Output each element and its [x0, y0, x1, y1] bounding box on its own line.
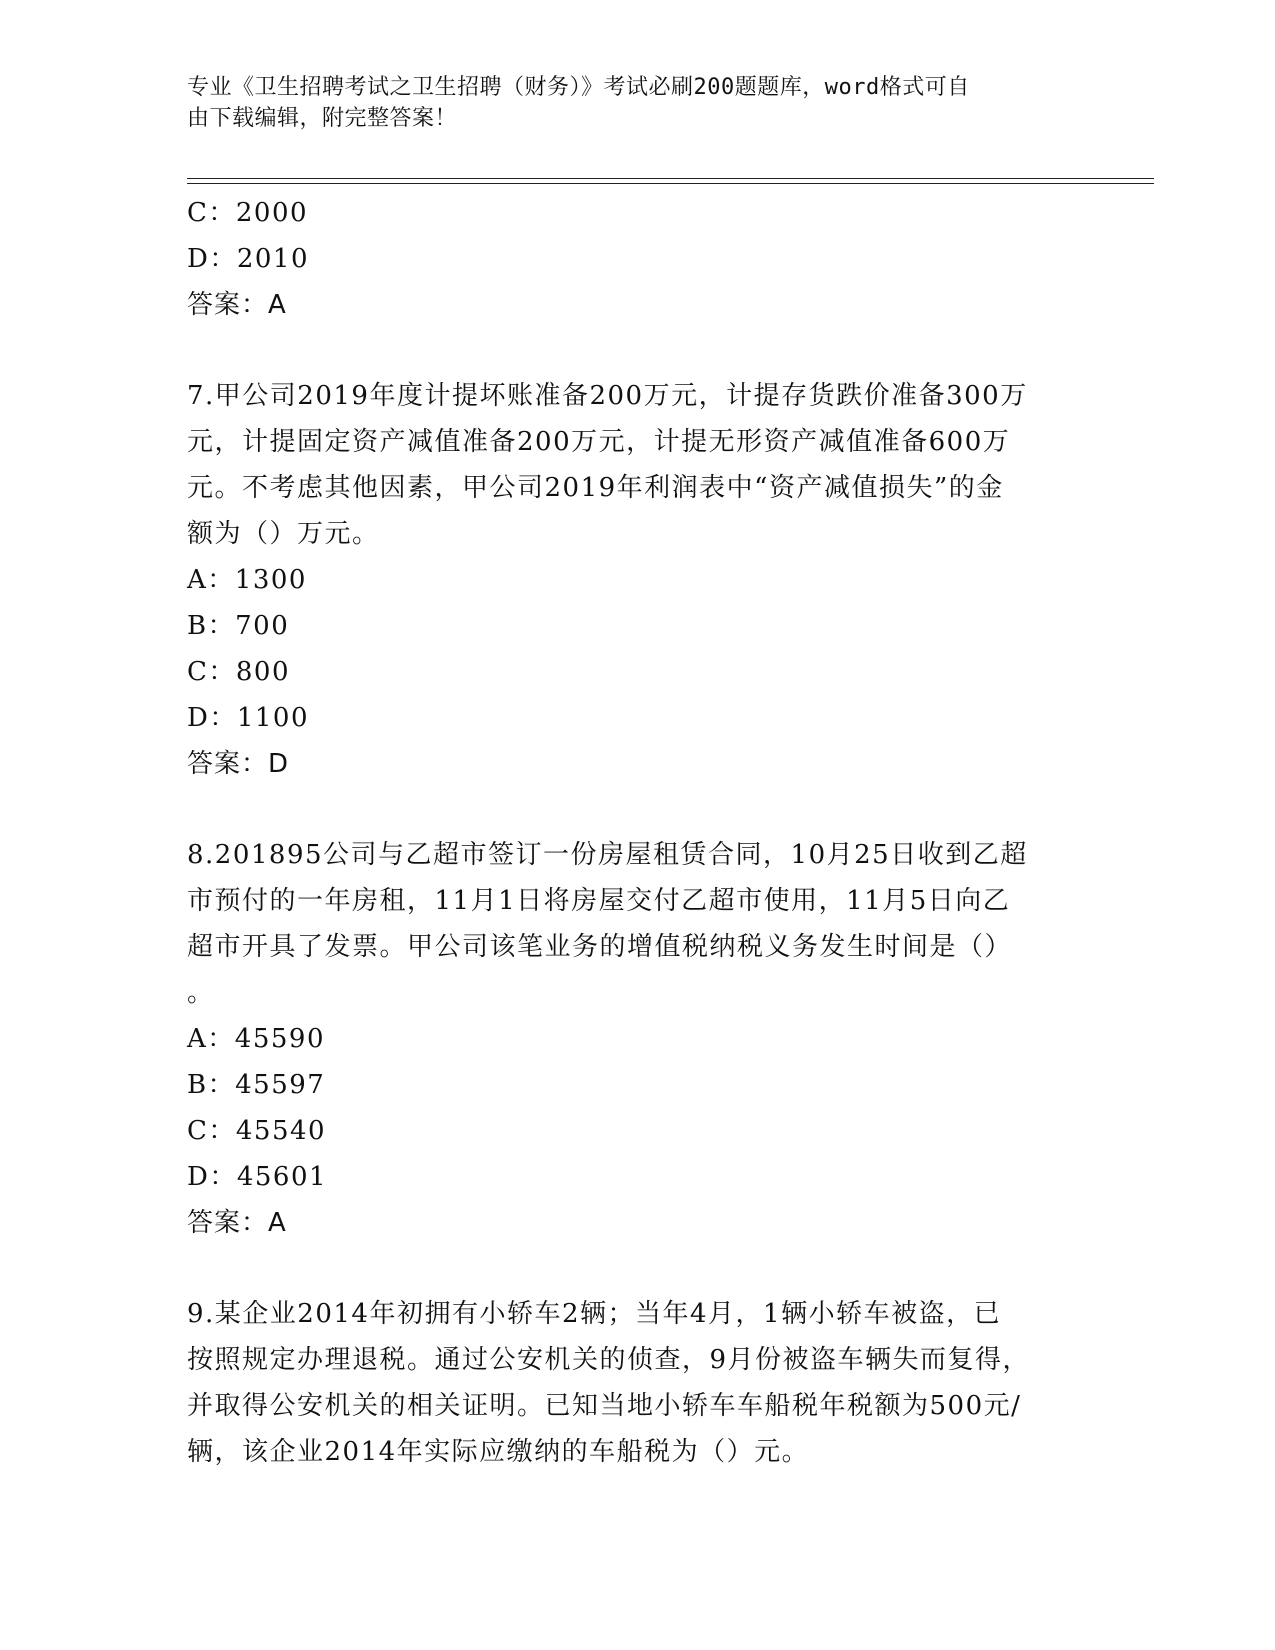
- answer-line: 答案：A: [187, 1208, 287, 1238]
- option-b: B：45597: [187, 1070, 326, 1100]
- document-body: [187, 190, 1077, 1475]
- question-9: [187, 1291, 1077, 1475]
- question-text-line: 元。不考虑其他因素，甲公司2019年利润表中“资产减值损失”的金: [187, 473, 1004, 503]
- question-text-line: 按照规定办理退税。通过公安机关的侦查，9月份被盗车辆失而复得，: [187, 1345, 1031, 1375]
- option-a: A：1300: [187, 565, 307, 595]
- question-7: [187, 373, 1077, 787]
- answer-line: 答案：D: [187, 749, 290, 779]
- spacer: [187, 787, 1077, 832]
- question-text-line: 超市开具了发票。甲公司该笔业务的增值税纳税义务发生时间是（）: [187, 932, 1013, 962]
- question-text-line: 额为（）万元。: [187, 519, 380, 549]
- option-a: A：45590: [187, 1024, 325, 1054]
- question-text-line: 元，计提固定资产减值准备200万元，计提无形资产减值准备600万: [187, 427, 1011, 457]
- header-line-2: 由下载编辑，附完整答案！: [187, 106, 458, 131]
- question-text-line: 。: [187, 978, 215, 1008]
- option-d: D：2010: [187, 244, 310, 274]
- option-c: C：800: [187, 657, 291, 687]
- question-text-line: 8.201895公司与乙超市签订一份房屋租赁合同，10月25日收到乙超: [187, 840, 1028, 870]
- question-text-line: 9.某企业2014年初拥有小轿车2辆；当年4月，1辆小轿车被盗，已: [187, 1299, 1002, 1329]
- option-d: D：1100: [187, 703, 310, 733]
- header-line-1: 专业《卫生招聘考试之卫生招聘（财务）》考试必刷200题题库，word格式可自: [187, 75, 970, 100]
- question-text-line: 辆，该企业2014年实际应缴纳的车船税为（）元。: [187, 1437, 810, 1467]
- page-header: [187, 72, 1067, 134]
- option-b: B：700: [187, 611, 290, 641]
- answer-line: 答案：A: [187, 290, 287, 320]
- question-6-tail: [187, 190, 1077, 328]
- option-c: C：45540: [187, 1116, 327, 1146]
- spacer: [187, 1246, 1077, 1291]
- question-text-line: 并取得公安机关的相关证明。已知当地小轿车车船税年税额为500元/: [187, 1391, 1022, 1421]
- question-text-line: 市预付的一年房租，11月1日将房屋交付乙超市使用，11月5日向乙: [187, 886, 1011, 916]
- question-text-line: 7.甲公司2019年度计提坏账准备200万元，计提存货跌价准备300万: [187, 381, 1028, 411]
- spacer: [187, 328, 1077, 373]
- option-c: C：2000: [187, 198, 309, 228]
- question-8: [187, 832, 1077, 1246]
- header-divider-bottom: [187, 183, 1154, 184]
- header-divider-top: [187, 178, 1154, 179]
- option-d: D：45601: [187, 1162, 328, 1192]
